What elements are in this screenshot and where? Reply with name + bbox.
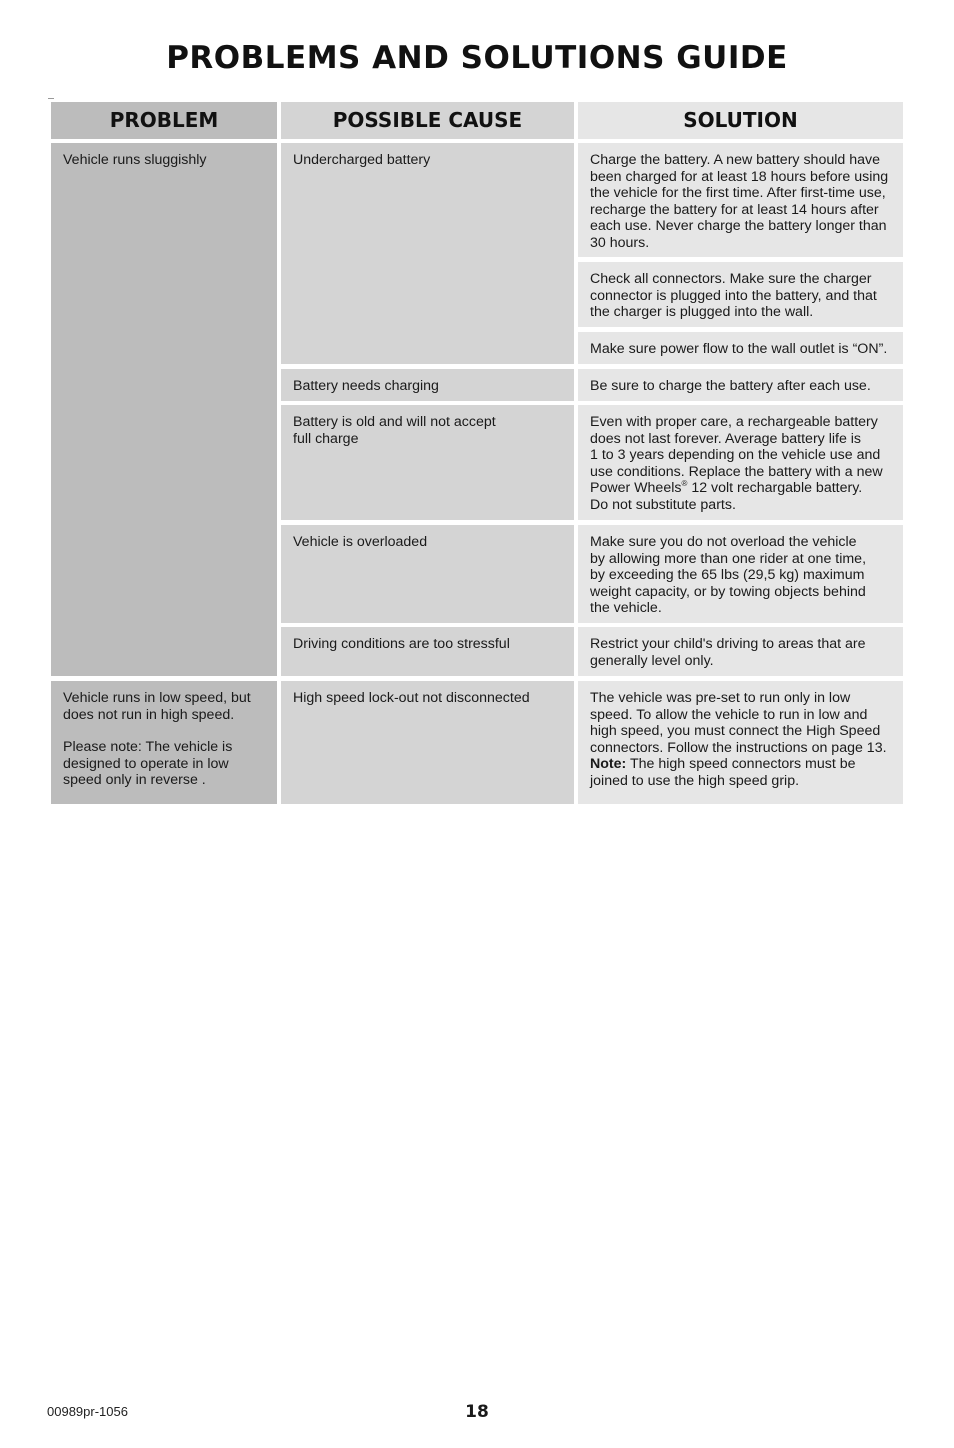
solution-cell	[578, 627, 903, 676]
cause-text: Driving conditions are too stressful	[293, 636, 510, 652]
solution-cell	[578, 405, 903, 520]
note-label: Note:	[590, 756, 627, 772]
solution-text: Make sure power flow to the wall outlet is “ON”.	[590, 341, 888, 357]
solution-text: Charge the battery. A new battery should have been charged for at least 18 hours before using the vehicle for the first time. After first-time use, recharge the battery for at least 14 hours after each use. Never charge the battery longer than 30 hours.	[590, 152, 889, 251]
registered-mark: ®	[681, 479, 688, 488]
page-title: PROBLEMS AND SOLUTIONS GUIDE	[166, 40, 788, 76]
solution-cell	[578, 681, 903, 804]
solution-text	[590, 690, 891, 789]
solution-text: Restrict your child's driving to areas that are generally level only.	[590, 636, 866, 669]
cause-cell	[281, 681, 574, 804]
crop-mark	[48, 98, 54, 99]
solution-cell	[578, 332, 903, 364]
page-number: 18	[465, 1402, 489, 1422]
solution-cell	[578, 525, 903, 623]
cause-text: Battery is old and will not accept full charge	[293, 414, 496, 447]
problem-text: Vehicle runs sluggishly	[63, 152, 207, 168]
solution-text-part: The vehicle was pre-set to run only in low speed. To allow the vehicle to run in low and high speed, you must connect the High Speed connectors. Follow the instructions on page 13.	[590, 690, 887, 756]
header-solution: SOLUTION	[578, 102, 903, 139]
problem-cell-sluggish	[51, 143, 277, 676]
solution-text: Check all connectors. Make sure the charger connector is plugged into the battery, and that the charger is plugged into the wall.	[590, 271, 877, 320]
header-problem: PROBLEM	[51, 102, 277, 139]
cause-text: High speed lock-out not disconnected	[293, 690, 530, 706]
cause-cell	[281, 405, 574, 520]
problem-text: Vehicle runs in low speed, but does not run in high speed.	[63, 690, 251, 723]
document-code: 00989pr-1056	[47, 1404, 128, 1419]
solution-text	[590, 414, 891, 513]
problem-note: Please note: The vehicle is designed to operate in low speed only in reverse .	[63, 739, 233, 788]
solution-text: Make sure you do not overload the vehicle by allowing more than one rider at one time, by exceeding the 65 lbs (29,5 kg) maximum weight capacity, or by towing objects behind the vehicle.	[590, 534, 867, 616]
cause-text: Vehicle is overloaded	[293, 534, 428, 550]
cause-cell	[281, 525, 574, 623]
solution-cell	[578, 262, 903, 327]
cause-cell	[281, 369, 574, 401]
cause-text: Undercharged battery	[293, 152, 431, 168]
cause-text: Battery needs charging	[293, 378, 439, 394]
solution-text-part: Even with proper care, a rechargeable battery does not last forever. Average battery life is 1 to 3 years depending on the vehicle use and use conditions. Replace the battery with a new Power Wheels	[590, 414, 883, 496]
cause-cell	[281, 627, 574, 676]
solution-text-part: 12 volt rechargable battery. Do not substitute parts.	[590, 480, 863, 513]
solution-cell	[578, 369, 903, 401]
solution-text: Be sure to charge the battery after each use.	[590, 378, 871, 394]
cause-cell	[281, 143, 574, 364]
problem-cell-low-speed	[51, 681, 277, 804]
solution-cell	[578, 143, 903, 257]
solution-text-part: The high speed connectors must be joined to use the high speed grip.	[590, 756, 856, 789]
header-possible-cause: POSSIBLE CAUSE	[281, 102, 574, 139]
